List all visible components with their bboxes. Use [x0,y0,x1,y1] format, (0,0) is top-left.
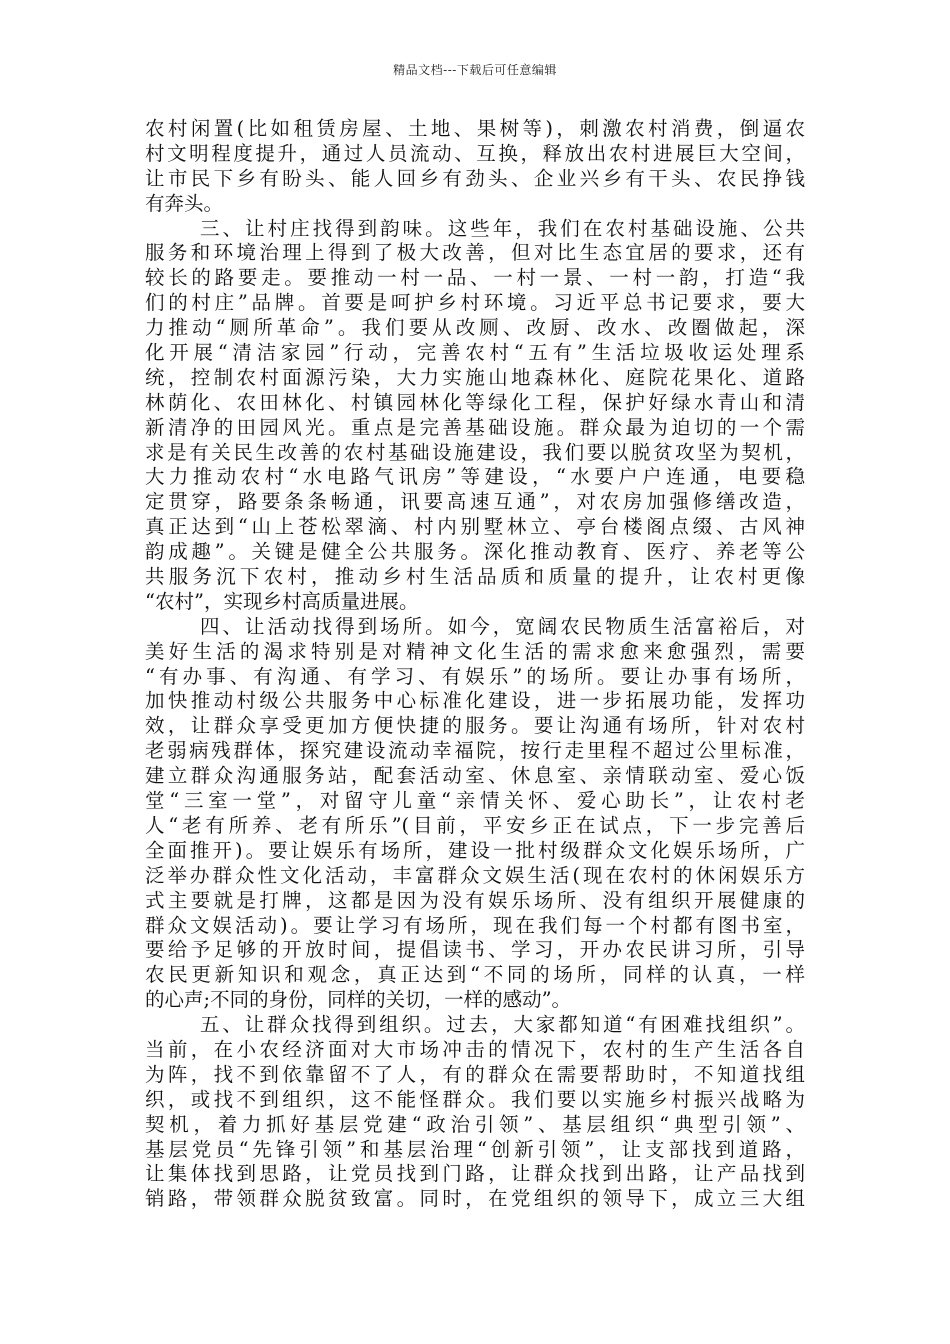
text-line: 织，或找不到组织，这不能怪群众。我们要以实施乡村振兴战略为 [145,1087,805,1111]
paragraph-first-line: 五、让群众找得到组织。过去，大家都知道“有困难找组织”。 [200,1013,805,1037]
text-line: 农村闲置(比如租赁房屋、土地、果树等)，刺激农村消费，倒逼农 [145,117,805,140]
text-line: 统，控制农村面源污染，大力实施山地森林化、庭院花果化、道路 [145,365,805,389]
text-line: 力推动“厕所革命”。我们要从改厕、改厨、改水、改圈做起，深 [145,316,805,340]
text-line: 销路，带领群众脱贫致富。同时，在党组织的领导下，成立三大组 [145,1187,805,1211]
text-line: 的心声;不同的身份，同样的关切，一样的感动”。 [145,988,572,1012]
text-line: 群众文娱活动)。要让学习有场所，现在我们每一个村都有图书室， [145,913,805,937]
text-line: 加快推动村级公共服务中心标准化建设，进一步拓展功能，发挥功 [145,689,805,713]
page-header: 精品文档---下载后可任意编辑 [393,63,557,77]
text-line: 全面推开)。要让娱乐有场所，建设一批村级群众文化娱乐场所，广 [145,838,805,862]
text-line: 要给予足够的开放时间，提倡读书、学习，开办农民讲习所，引导 [145,938,805,962]
text-line: 村文明程度提升，通过人员流动、互换，释放出农村进展巨大空间， [145,141,805,165]
text-line: 式主要就是打牌，这都是因为没有娱乐场所、没有组织开展健康的 [145,888,805,912]
paragraph-first-line: 四、让活动找得到场所。如今，宽阔农民物质生活富裕后，对 [200,614,805,638]
paragraph-first-line: 三、让村庄找得到韵味。这些年，我们在农村基础设施、公共 [200,216,805,240]
text-line: 建立群众沟通服务站，配套活动室、休息室、亲情联动室、爱心饭 [145,764,805,788]
text-line: 堂“三室一堂”，对留守儿童“亲情关怀、爱心助长”，让农村老 [145,789,805,813]
text-line: 人“老有所养、老有所乐”(目前，平安乡正在试点，下一步完善后 [145,813,805,837]
text-line: 求是有关民生改善的农村基础设施建设，我们要以脱贫攻坚为契机， [145,440,805,464]
text-line: 们的村庄”品牌。首要是呵护乡村环境。习近平总书记要求，要大 [145,291,805,315]
text-line: 林荫化、农田林化、村镇园林化等绿化工程，保护好绿水青山和清 [145,390,805,414]
text-line: 为阵，找不到依靠留不了人，有的群众在需要帮助时，不知道找组 [145,1062,805,1086]
document-body [145,117,805,1212]
text-line: 基层党员“先锋引领”和基层治理“创新引领”，让支部找到道路， [145,1137,805,1161]
text-line: 契机，着力抓好基层党建“政治引领”、基层组织“典型引领”、 [145,1112,805,1136]
text-line: 美好生活的渴求特别是对精神文化生活的需求愈来愈强烈，需要 [145,639,805,663]
text-line: 共服务沉下农村，推动乡村生活品质和质量的提升，让农村更像 [145,565,805,589]
text-line: 化开展“清洁家园”行动，完善农村“五有”生活垃圾收运处理系 [145,341,805,365]
text-line: 效，让群众享受更加方便快捷的服务。要让沟通有场所，针对农村 [145,714,805,738]
text-line: 老弱病残群体，探究建设流动幸福院，按行走里程不超过公里标准， [145,739,805,763]
text-line: 让集体找到思路，让党员找到门路，让群众找到出路，让产品找到 [145,1162,805,1186]
text-line: 新清净的田园风光。重点是完善基础设施。群众最为迫切的一个需 [145,415,805,439]
text-line: 真正达到“山上苍松翠滴、村内别墅林立、亭台楼阁点缀、古风神 [145,515,805,539]
text-line: “农村”，实现乡村高质量进展。 [145,589,419,613]
text-line: 大力推动农村“水电路气讯房”等建设，“水要户户连通，电要稳 [145,465,805,489]
text-line: 当前，在小农经济面对大市场冲击的情况下，农村的生产生活各自 [145,1037,805,1061]
text-line: 有奔头。 [145,191,224,215]
text-line: “有办事、有沟通、有学习、有娱乐”的场所。要让办事有场所， [145,664,805,688]
text-line: 韵成趣”。关键是健全公共服务。深化推动教育、医疗、养老等公 [145,540,805,564]
text-line: 农民更新知识和观念，真正达到“不同的场所，同样的认真，一样 [145,963,805,987]
text-line: 服务和环境治理上得到了极大改善，但对比生态宜居的要求，还有 [145,241,805,265]
text-line: 定贯穿，路要条条畅通，讯要高速互通”，对农房加强修缮改造， [145,490,805,514]
text-line: 较长的路要走。要推动一村一品、一村一景、一村一韵，打造“我 [145,266,805,290]
text-line: 泛举办群众性文化活动，丰富群众文娱生活(现在农村的休闲娱乐方 [145,863,805,887]
text-line: 让市民下乡有盼头、能人回乡有劲头、企业兴乡有干头、农民挣钱 [145,166,805,190]
